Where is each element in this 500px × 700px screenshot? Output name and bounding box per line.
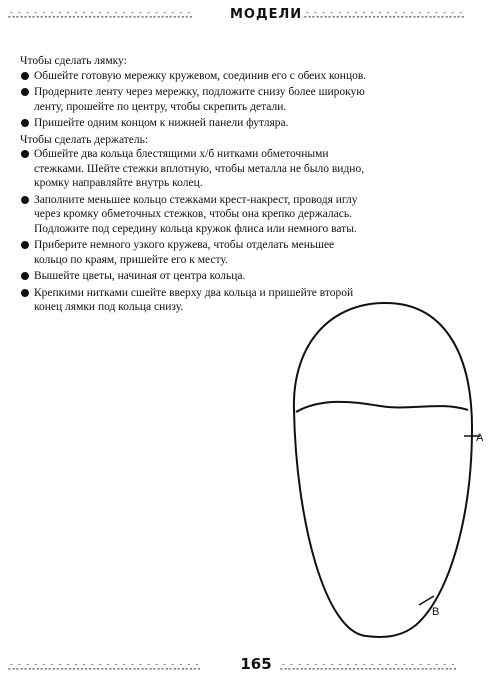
step-text: Пришейте одним концом к нижней панели футляра. [34, 117, 289, 129]
mark-b [419, 596, 434, 605]
bullet-icon [21, 196, 29, 204]
list-item [20, 147, 368, 191]
bullet-icon [21, 72, 29, 80]
strap-steps-list [20, 69, 368, 131]
holder-heading: Чтобы сделать держатель: [20, 133, 149, 146]
step-text: Вышейте цветы, начиная от центра кольца. [34, 270, 246, 282]
list-item [20, 238, 368, 267]
holder-steps-list [20, 147, 368, 315]
step-text: Продерните ленту через мережку, подложите снизу более широкую ленту, прошейте по центру, чтобы скрепить детали. [34, 86, 365, 113]
page-header [8, 6, 492, 26]
bullet-icon [21, 289, 29, 297]
step-text: Обшейте готовую мережку кружевом, соединив его с обеих концов. [34, 69, 367, 82]
bullet-icon [21, 272, 29, 280]
step-text: Крепкими нитками сшейте вверху два кольца и пришейте второй конец лямки под кольца снизу. [34, 286, 354, 313]
list-item [20, 116, 368, 131]
list-item [20, 193, 368, 237]
list-item [20, 69, 368, 84]
page-number: 165 [240, 655, 272, 673]
instructions-text [20, 54, 368, 317]
strap-heading: Чтобы сделать лямку: [20, 55, 127, 67]
bullet-icon [21, 241, 29, 249]
step-text: Приберите немного узкого кружева, чтобы отделать меньшее кольцо по краям, пришейте его к месту. [34, 239, 335, 266]
header-ornament-left: ஃஃஃஃஃஃஃஃஃஃஃஃஃஃஃஃஃஃஃஃஃஃஃ [8, 12, 194, 20]
bullet-icon [21, 119, 29, 127]
header-ornament-right: ஃஃஃஃஃஃஃஃஃஃஃஃஃஃஃஃஃஃஃஃ [304, 12, 466, 20]
page-footer [8, 655, 492, 679]
list-item [20, 269, 368, 284]
bullet-icon [21, 150, 29, 158]
bullet-icon [21, 88, 29, 96]
footer-ornament-left: ஃஃஃஃஃஃஃஃஃஃஃஃஃஃஃஃஃஃஃஃஃஃஃஃ [8, 664, 202, 672]
section-title: МОДЕЛИ [230, 7, 303, 22]
pattern-outline [294, 303, 472, 637]
pattern-diagram [290, 300, 490, 650]
pattern-inner-curve [296, 402, 468, 412]
step-text: Обшейте два кольца блестящими х/б нитками обметочными стежками. Шейте стежки вплотную, чтобы металла не было видно, кромку направляйте внутрь колец. [34, 148, 365, 189]
list-item [20, 85, 368, 114]
step-text: Заполните меньшее кольцо стежками крест-накрест, проводя иглу через кромку обметочных стежков, чтобы она крепко держалась. Подложите под середину кольца кружок флиса или немного ваты. [34, 193, 358, 235]
label-b: B [432, 606, 440, 618]
footer-ornament-right: ஃஃஃஃஃஃஃஃஃஃஃஃஃஃஃஃஃஃஃஃஃஃ [280, 664, 458, 672]
label-a: A [476, 432, 484, 444]
